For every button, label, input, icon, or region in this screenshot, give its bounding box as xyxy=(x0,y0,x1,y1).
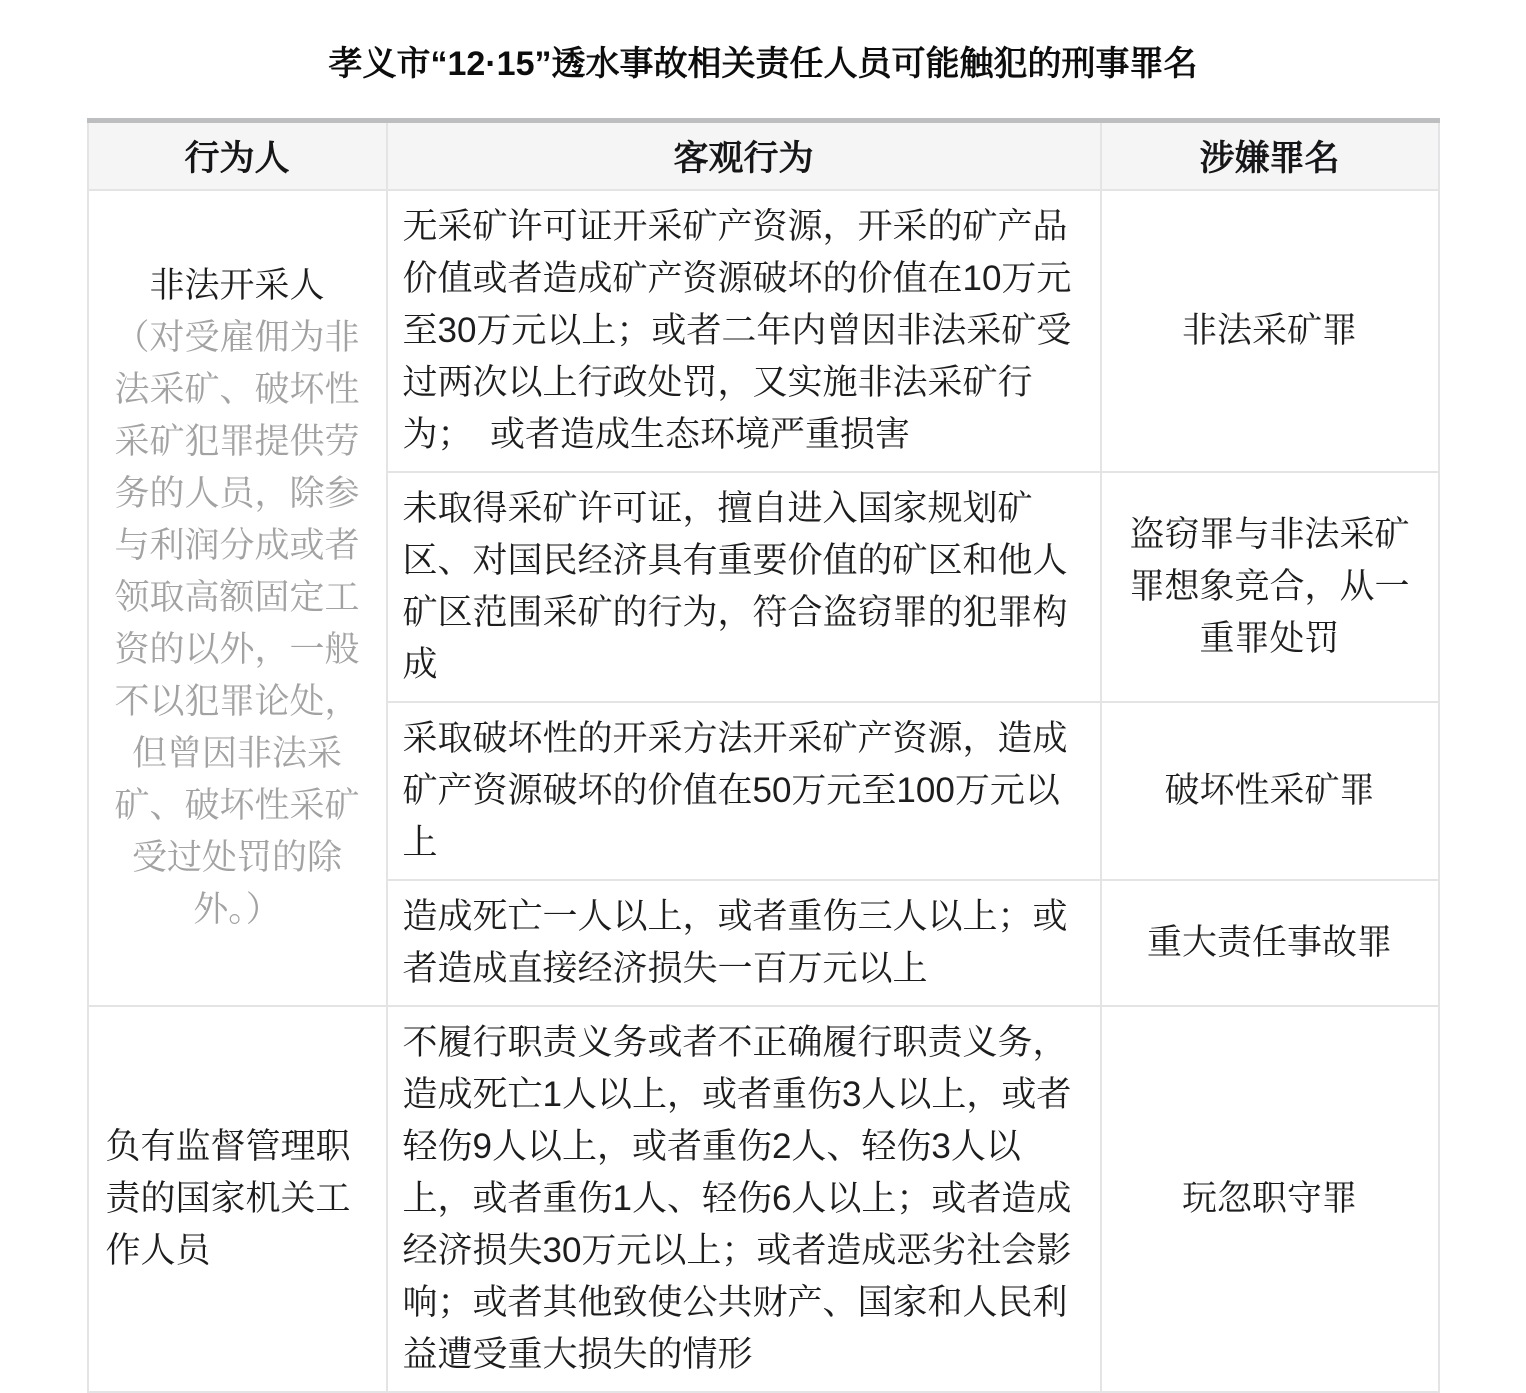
conduct-cell: 采取破坏性的开采方法开采矿产资源，造成矿产资源破坏的价值在50万元至100万元以上 xyxy=(387,702,1101,880)
actor-name: 非法开采人 xyxy=(149,266,325,305)
header-objective-conduct: 客观行为 xyxy=(387,121,1101,191)
actor-state-official-cell: 负有监督管理职责的国家机关工作人员 xyxy=(88,1006,387,1392)
header-actor: 行为人 xyxy=(88,121,387,191)
conduct-cell: 无采矿许可证开采矿产资源，开采的矿产品价值或者造成矿产资源破坏的价值在10万元至30万元以上；或者二年内曾因非法采矿受过两次以上行政处罚，又实施非法采矿行为； 或者造成生态环境严重损害 xyxy=(387,190,1101,472)
table-row xyxy=(88,1006,1439,1392)
conduct-cell: 造成死亡一人以上，或者重伤三人以上；或者造成直接经济损失一百万元以上 xyxy=(387,880,1101,1006)
crime-cell: 玩忽职守罪 xyxy=(1101,1006,1439,1392)
crime-cell: 非法采矿罪 xyxy=(1101,190,1439,472)
page-title: 孝义市“12·15”透水事故相关责任人员可能触犯的刑事罪名 xyxy=(328,45,1198,83)
conduct-cell: 未取得采矿许可证，擅自进入国家规划矿区、对国民经济具有重要价值的矿区和他人矿区范围采矿的行为，符合盗窃罪的犯罪构成 xyxy=(387,472,1101,702)
actor-note: （对受雇佣为非法采矿、破坏性采矿犯罪提供劳务的人员，除参与利润分成或者领取高额固定工资的以外，一般不以犯罪论处，但曾因非法采矿、破坏性采矿受过处罚的除外。） xyxy=(114,318,360,929)
header-suspected-crime: 涉嫌罪名 xyxy=(1101,121,1439,191)
criminal-charges-table xyxy=(87,118,1440,1393)
table-header-row xyxy=(88,121,1439,191)
table-row xyxy=(88,190,1439,472)
crime-cell: 盗窃罪与非法采矿罪想象竞合，从一重罪处罚 xyxy=(1101,472,1439,702)
conduct-cell: 不履行职责义务或者不正确履行职责义务，造成死亡1人以上，或者重伤3人以上，或者轻伤9人以上，或者重伤2人、轻伤3人以上，或者重伤1人、轻伤6人以上；或者造成经济损失30万元以上；或者造成恶劣社会影响；或者其他致使公共财产、国家和人民利益遭受重大损失的情形 xyxy=(387,1006,1101,1392)
crime-cell: 破坏性采矿罪 xyxy=(1101,702,1439,880)
actor-illegal-miner-cell xyxy=(88,190,387,1006)
crime-cell: 重大责任事故罪 xyxy=(1101,880,1439,1006)
